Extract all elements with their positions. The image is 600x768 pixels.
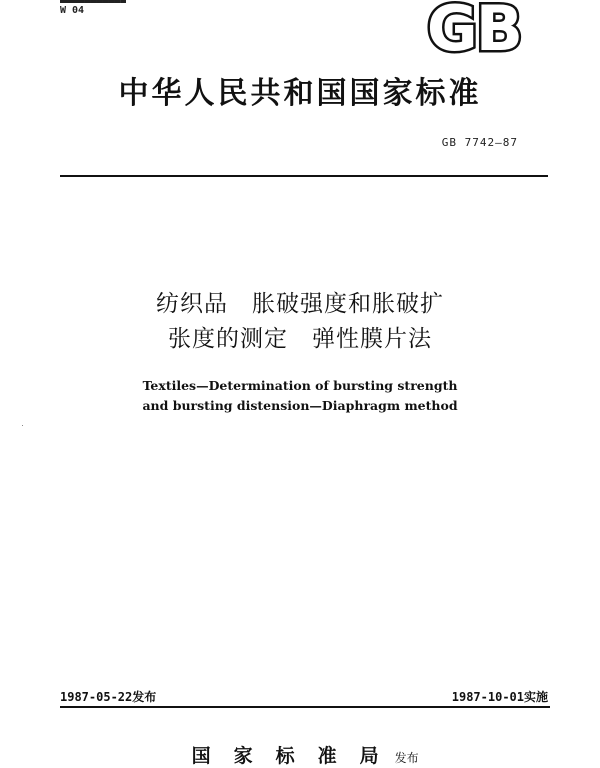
standard-number: GB 7742—87 bbox=[441, 136, 518, 149]
top-divider bbox=[60, 175, 548, 177]
issuer-suffix: 发布 bbox=[394, 751, 419, 765]
cropped-code-line bbox=[60, 0, 126, 3]
bottom-divider bbox=[60, 706, 550, 708]
english-title-line-2: and bursting distension—Diaphragm method bbox=[142, 398, 458, 413]
classification-code-block bbox=[60, 0, 126, 16]
gb-logo bbox=[408, 0, 540, 60]
english-title-line-1: Textiles—Determination of bursting strength bbox=[142, 378, 458, 393]
implementation-date: 1987-10-01实施 bbox=[451, 690, 548, 704]
issuer-line bbox=[0, 722, 600, 768]
gb-logo-text: GB bbox=[426, 0, 522, 60]
chinese-title-line-2: 张度的测定 弹性膜片法 bbox=[168, 326, 432, 352]
chinese-title-line-1: 纺织品 胀破强度和胀破扩 bbox=[156, 291, 444, 317]
issuer-name: 国 家 标 准 局 bbox=[191, 745, 381, 767]
classification-code: W 04 bbox=[60, 5, 85, 16]
standard-title: 中华人民共和国国家标准 bbox=[118, 76, 482, 111]
scan-speck bbox=[22, 425, 23, 426]
issue-date: 1987-05-22发布 bbox=[60, 690, 157, 704]
